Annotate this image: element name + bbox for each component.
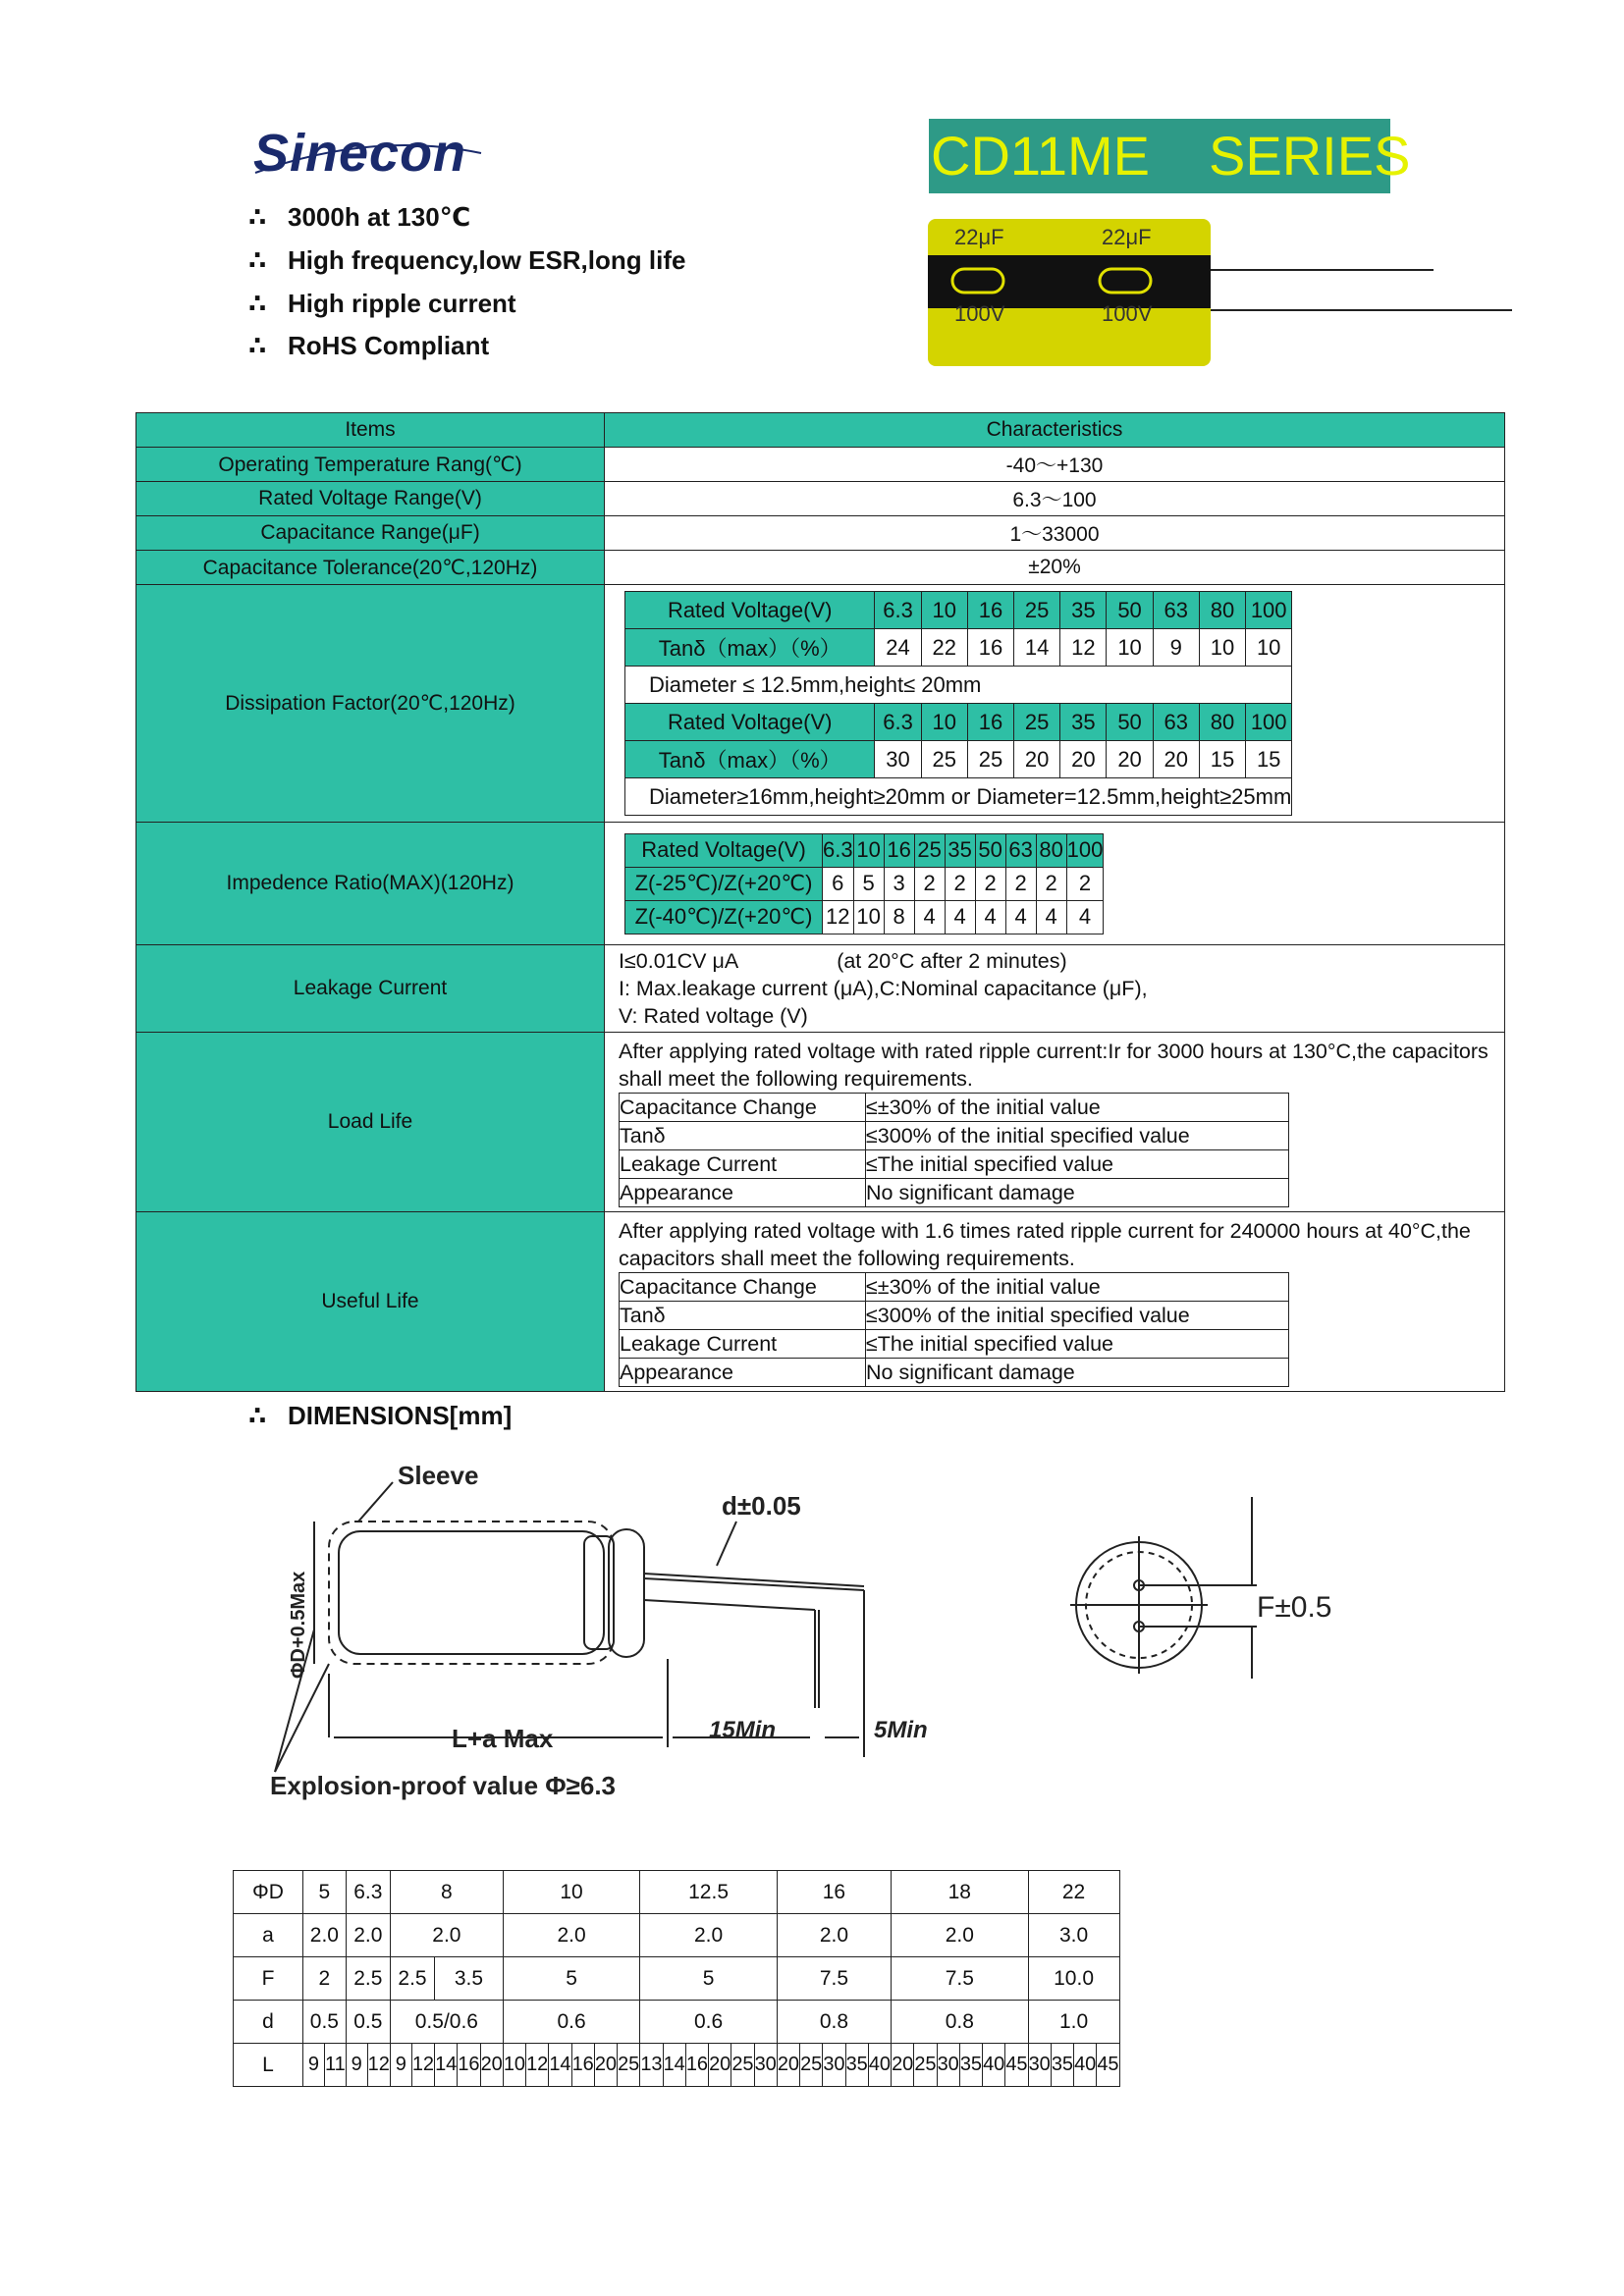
dim-cell: 13 (640, 2044, 663, 2087)
cell-value: 20 (1153, 741, 1199, 778)
cell-value: 22 (921, 629, 967, 667)
cell-value: 12 (1060, 629, 1107, 667)
cell-value: 4 (1036, 900, 1066, 934)
cell-value: 20 (1014, 741, 1060, 778)
sleeve-label: Sleeve (398, 1461, 479, 1490)
dim-row-F (234, 1957, 1120, 2001)
cell-value: 2 (975, 867, 1005, 900)
dim-row-label: L (234, 2044, 303, 2087)
cell-value: 35 (1060, 704, 1107, 741)
dim-cell: 12 (526, 2044, 549, 2087)
row-label-temp: Operating Temperature Rang(℃) (136, 448, 605, 482)
dim-row-label: F (234, 1957, 303, 2001)
dim-cell: 9 (346, 2044, 367, 2087)
dissipation-label: Dissipation Factor(20℃,120Hz) (136, 585, 605, 823)
spec-table (135, 412, 1505, 1392)
dim-cell: 0.6 (503, 2001, 640, 2044)
note-row (625, 667, 1292, 704)
cell-value: 10 (921, 704, 967, 741)
feature-1: ∴ 3000h at 130℃ (248, 202, 471, 232)
cell-label: Z(-40℃)/Z(+20℃) (625, 900, 823, 934)
note-cell: Diameter ≤ 12.5mm,height≤ 20mm (625, 667, 1292, 704)
dim-cell: 45 (1097, 2044, 1119, 2087)
df-tan-large-row (625, 741, 1292, 778)
volt-label-2: 100V (1102, 301, 1153, 326)
cell-label: Rated Voltage(V) (625, 833, 823, 867)
cell-value: 4 (914, 900, 945, 934)
dim-cell: 40 (983, 2044, 1005, 2087)
life-item-name: Leakage Current (620, 1329, 866, 1358)
header-items: Items (136, 413, 605, 448)
cell-value: 10 (853, 833, 884, 867)
life-item-value: ≤The initial specified value (866, 1329, 1289, 1358)
life-row (620, 1358, 1289, 1386)
cell-value: 100 (1246, 592, 1292, 629)
note-cell: Diameter≥16mm,height≥20mm or Diameter=12.5mm,height≥25mm (625, 778, 1292, 816)
five-min-label: 5Min (874, 1717, 928, 1743)
dim-cell: 10 (503, 2044, 525, 2087)
dim-cell: 14 (663, 2044, 685, 2087)
dim-cell: 2 (303, 1957, 347, 2001)
cell-value: 63 (1005, 833, 1036, 867)
cell-value: 16 (967, 629, 1013, 667)
dim-row-label: ΦD (234, 1871, 303, 1914)
row-label-capacitance: Capacitance Range(μF) (136, 516, 605, 551)
life-item-name: Tanδ (620, 1121, 866, 1149)
dim-cell: 16 (571, 2044, 594, 2087)
life-row (620, 1093, 1289, 1121)
logo-swoosh (245, 135, 491, 194)
feature-4: ∴ RoHS Compliant (248, 331, 490, 360)
cell-value: 80 (1199, 592, 1245, 629)
cell-value: 6.3 (875, 704, 921, 741)
dim-cell: 2.5 (346, 1957, 390, 2001)
cell-value: 4 (1005, 900, 1036, 934)
cell-value: 2 (914, 867, 945, 900)
imp-row-25 (625, 867, 1104, 900)
life-row (620, 1178, 1289, 1206)
dim-cell: 35 (959, 2044, 982, 2087)
dim-cell: 2.0 (503, 1914, 640, 1957)
useful-life-cell (605, 1212, 1505, 1392)
dim-cell: 45 (1005, 2044, 1028, 2087)
cap-label-2: 22μF (1102, 225, 1152, 249)
cell-value: 2 (1036, 867, 1066, 900)
cell-value: 8 (884, 900, 914, 934)
dim-cell: 5 (303, 1871, 347, 1914)
life-row (620, 1149, 1289, 1178)
dimension-table (233, 1870, 1120, 2087)
dim-cell: 30 (754, 2044, 777, 2087)
dim-cell: 12 (411, 2044, 434, 2087)
life-item-value: ≤±30% of the initial value (866, 1272, 1289, 1301)
dim-cell: 10 (503, 1871, 640, 1914)
dimensions-title: ∴ DIMENSIONS[mm] (248, 1401, 513, 1430)
cell-value: 10 (1107, 629, 1153, 667)
feature-2: ∴ High frequency,low ESR,long life (248, 245, 686, 275)
cell-value: 4 (975, 900, 1005, 934)
dim-cell: 25 (618, 2044, 640, 2087)
capacitor-image (923, 214, 1512, 371)
dim-cell: 10.0 (1028, 1957, 1119, 2001)
cell-value: 100 (1066, 833, 1104, 867)
cell-value: 4 (945, 900, 975, 934)
dim-cell: 9 (390, 2044, 411, 2087)
life-item-name: Appearance (620, 1178, 866, 1206)
load-life-table (619, 1093, 1289, 1207)
imp-voltage-row (625, 833, 1104, 867)
dim-cell: 20 (892, 2044, 914, 2087)
useful-life-table (619, 1272, 1289, 1387)
cell-value: 20 (1060, 741, 1107, 778)
life-row (620, 1301, 1289, 1329)
dim-cell: 0.5/0.6 (390, 2001, 503, 2044)
load-life-intro: After applying rated voltage with rated ripple current:Ir for 3000 hours at 130°C,the capacitors shall meet the following requirements. (619, 1039, 1489, 1091)
cell-value: 16 (967, 592, 1013, 629)
cell-value: 4 (1066, 900, 1104, 934)
leakage-label: Leakage Current (136, 945, 605, 1033)
life-item-value: No significant damage (866, 1178, 1289, 1206)
cell-label: Tanδ（max）（%） (625, 741, 875, 778)
df-voltage-row-2 (625, 704, 1292, 741)
cell-value: 2 (945, 867, 975, 900)
dim-cell: 3.5 (435, 1957, 504, 2001)
dim-cell: 25 (731, 2044, 754, 2087)
dim-cell: 14 (435, 2044, 458, 2087)
life-item-value: ≤The initial specified value (866, 1149, 1289, 1178)
dim-cell: 35 (845, 2044, 868, 2087)
company-logo: Sinecon (253, 124, 467, 183)
life-item-name: Leakage Current (620, 1149, 866, 1178)
cell-value: 10 (1246, 629, 1292, 667)
life-item-name: Capacitance Change (620, 1093, 866, 1121)
pitch-drawing (1051, 1487, 1365, 1683)
cell-value: 50 (975, 833, 1005, 867)
cell-value: 80 (1199, 704, 1245, 741)
life-item-value: ≤300% of the initial specified value (866, 1301, 1289, 1329)
dim-cell: 3.0 (1028, 1914, 1119, 1957)
dim-cell: 22 (1028, 1871, 1119, 1914)
dim-cell: 20 (594, 2044, 617, 2087)
dim-row-D (234, 1871, 1120, 1914)
dim-row-a (234, 1914, 1120, 1957)
dim-cell: 2.5 (390, 1957, 434, 2001)
dim-cell: 5 (503, 1957, 640, 2001)
load-life-label: Load Life (136, 1033, 605, 1212)
note-row (625, 778, 1292, 816)
cell-value: 16 (967, 704, 1013, 741)
life-row (620, 1121, 1289, 1149)
dim-cell: 12.5 (640, 1871, 778, 1914)
diameter-label: ΦD+0.5Max (288, 1571, 309, 1679)
row-label-voltage: Rated Voltage Range(V) (136, 482, 605, 516)
cell-value: 25 (1014, 592, 1060, 629)
dim-cell: 30 (937, 2044, 959, 2087)
feature-3: ∴ High ripple current (248, 289, 516, 318)
lead-dia-label: d±0.05 (722, 1491, 801, 1521)
cap-label-1: 22μF (954, 225, 1004, 249)
impedance-label: Impedence Ratio(MAX)(120Hz) (136, 823, 605, 945)
dim-cell: 2.0 (777, 1914, 891, 1957)
row-value-voltage: 6.3～100 (605, 482, 1505, 516)
cell-value: 10 (921, 592, 967, 629)
dim-cell: 9 (303, 2044, 325, 2087)
dim-cell: 0.5 (303, 2001, 347, 2044)
dim-cell: 1.0 (1028, 2001, 1119, 2044)
dim-cell: 5 (640, 1957, 778, 2001)
impedance-table (624, 833, 1104, 934)
imp-row-40 (625, 900, 1104, 934)
life-item-value: No significant damage (866, 1358, 1289, 1386)
cell-value: 5 (853, 867, 884, 900)
dim-cell: 20 (709, 2044, 731, 2087)
cell-value: 25 (1014, 704, 1060, 741)
dim-cell: 35 (1051, 2044, 1073, 2087)
dim-cell: 2.0 (892, 1914, 1029, 1957)
row-value-capacitance: 1～33000 (605, 516, 1505, 551)
dim-cell: 2.0 (640, 1914, 778, 1957)
dissipation-cell (605, 585, 1505, 823)
dim-cell: 2.0 (390, 1914, 503, 1957)
dim-cell: 40 (868, 2044, 891, 2087)
length-label: L+a Max (452, 1724, 554, 1753)
leakage-condition: (at 20°C after 2 minutes) (837, 949, 1067, 973)
cell-value: 35 (1060, 592, 1107, 629)
df-voltage-row (625, 592, 1292, 629)
cell-value: 50 (1107, 704, 1153, 741)
cell-value: 80 (1036, 833, 1066, 867)
lead-min-label: 15Min (709, 1717, 777, 1743)
header-characteristics: Characteristics (605, 413, 1505, 448)
dim-cell: 11 (324, 2044, 346, 2087)
df-tan-small-row (625, 629, 1292, 667)
dim-cell: 30 (1028, 2044, 1051, 2087)
cell-value: 14 (1014, 629, 1060, 667)
cell-value: 20 (1107, 741, 1153, 778)
cell-value: 24 (875, 629, 921, 667)
cell-value: 2 (1066, 867, 1104, 900)
dim-cell: 0.5 (346, 2001, 390, 2044)
cell-value: 6.3 (823, 833, 854, 867)
cell-value: 3 (884, 867, 914, 900)
dim-cell: 20 (777, 2044, 799, 2087)
dim-cell: 16 (458, 2044, 480, 2087)
dim-cell: 30 (823, 2044, 845, 2087)
cell-value: 100 (1246, 704, 1292, 741)
cell-value: 6 (823, 867, 854, 900)
life-item-name: Tanδ (620, 1301, 866, 1329)
dim-cell: 7.5 (777, 1957, 891, 2001)
dim-cell: 2.0 (303, 1914, 347, 1957)
dim-cell: 16 (685, 2044, 708, 2087)
cell-value: 63 (1153, 592, 1199, 629)
dim-row-label: a (234, 1914, 303, 1957)
cell-value: 35 (945, 833, 975, 867)
leakage-def-1: I: Max.leakage current (μA),C:Nominal capacitance (μF), (619, 977, 1148, 1000)
dim-cell: 7.5 (892, 1957, 1029, 2001)
dim-cell: 12 (367, 2044, 390, 2087)
impedance-cell (605, 823, 1505, 945)
cell-value: 9 (1153, 629, 1199, 667)
row-value-temp: -40～+130 (605, 448, 1505, 482)
cell-value: 15 (1246, 741, 1292, 778)
cell-value: 6.3 (875, 592, 921, 629)
dim-cell: 18 (892, 1871, 1029, 1914)
cell-value: 63 (1153, 704, 1199, 741)
dim-cell: 20 (480, 2044, 503, 2087)
life-item-name: Appearance (620, 1358, 866, 1386)
dim-cell: 0.6 (640, 2001, 778, 2044)
dim-cell: 2.0 (346, 1914, 390, 1957)
row-label-tolerance: Capacitance Tolerance(20℃,120Hz) (136, 551, 605, 585)
dimension-drawing (255, 1453, 962, 1816)
cell-value: 25 (921, 741, 967, 778)
cell-value: 10 (1199, 629, 1245, 667)
load-life-cell (605, 1033, 1505, 1212)
cell-value: 50 (1107, 592, 1153, 629)
leakage-def-2: V: Rated voltage (V) (619, 1004, 808, 1028)
life-item-name: Capacitance Change (620, 1272, 866, 1301)
cell-label: Z(-25℃)/Z(+20℃) (625, 867, 823, 900)
dim-cell: 6.3 (346, 1871, 390, 1914)
cell-value: 10 (853, 900, 884, 934)
cell-label: Rated Voltage(V) (625, 592, 875, 629)
dim-cell: 8 (390, 1871, 503, 1914)
dim-row-label: d (234, 2001, 303, 2044)
cell-value: 30 (875, 741, 921, 778)
useful-life-label: Useful Life (136, 1212, 605, 1392)
leakage-formula: I≤0.01CV μA (619, 949, 739, 973)
cell-label: Rated Voltage(V) (625, 704, 875, 741)
series-title: CD11ME SERIES (929, 119, 1390, 193)
dim-cell: 40 (1074, 2044, 1097, 2087)
cell-value: 2 (1005, 867, 1036, 900)
useful-life-intro: After applying rated voltage with 1.6 times rated ripple current for 240000 hours at 40°C,the capacitors shall meet the following requirements. (619, 1218, 1471, 1270)
cell-value: 25 (967, 741, 1013, 778)
dim-row-L (234, 2044, 1120, 2087)
cell-label: Tanδ（max）（%） (625, 629, 875, 667)
dim-row-d (234, 2001, 1120, 2044)
dim-cell: 25 (800, 2044, 823, 2087)
dim-cell: 14 (549, 2044, 571, 2087)
explosion-label: Explosion-proof value Φ≥6.3 (270, 1771, 617, 1800)
cell-value: 12 (823, 900, 854, 934)
life-item-value: ≤300% of the initial specified value (866, 1121, 1289, 1149)
pitch-label: F±0.5 (1257, 1591, 1332, 1624)
dim-cell: 0.8 (892, 2001, 1029, 2044)
dim-cell: 25 (914, 2044, 937, 2087)
row-value-tolerance: ±20% (605, 551, 1505, 585)
dim-cell: 16 (777, 1871, 891, 1914)
life-row (620, 1329, 1289, 1358)
dim-cell: 0.8 (777, 2001, 891, 2044)
leakage-text (605, 945, 1505, 1033)
cell-value: 15 (1199, 741, 1245, 778)
life-item-value: ≤±30% of the initial value (866, 1093, 1289, 1121)
cell-value: 25 (914, 833, 945, 867)
dissipation-table (624, 591, 1292, 816)
cell-value: 16 (884, 833, 914, 867)
volt-label-1: 100V (954, 301, 1005, 326)
life-row (620, 1272, 1289, 1301)
